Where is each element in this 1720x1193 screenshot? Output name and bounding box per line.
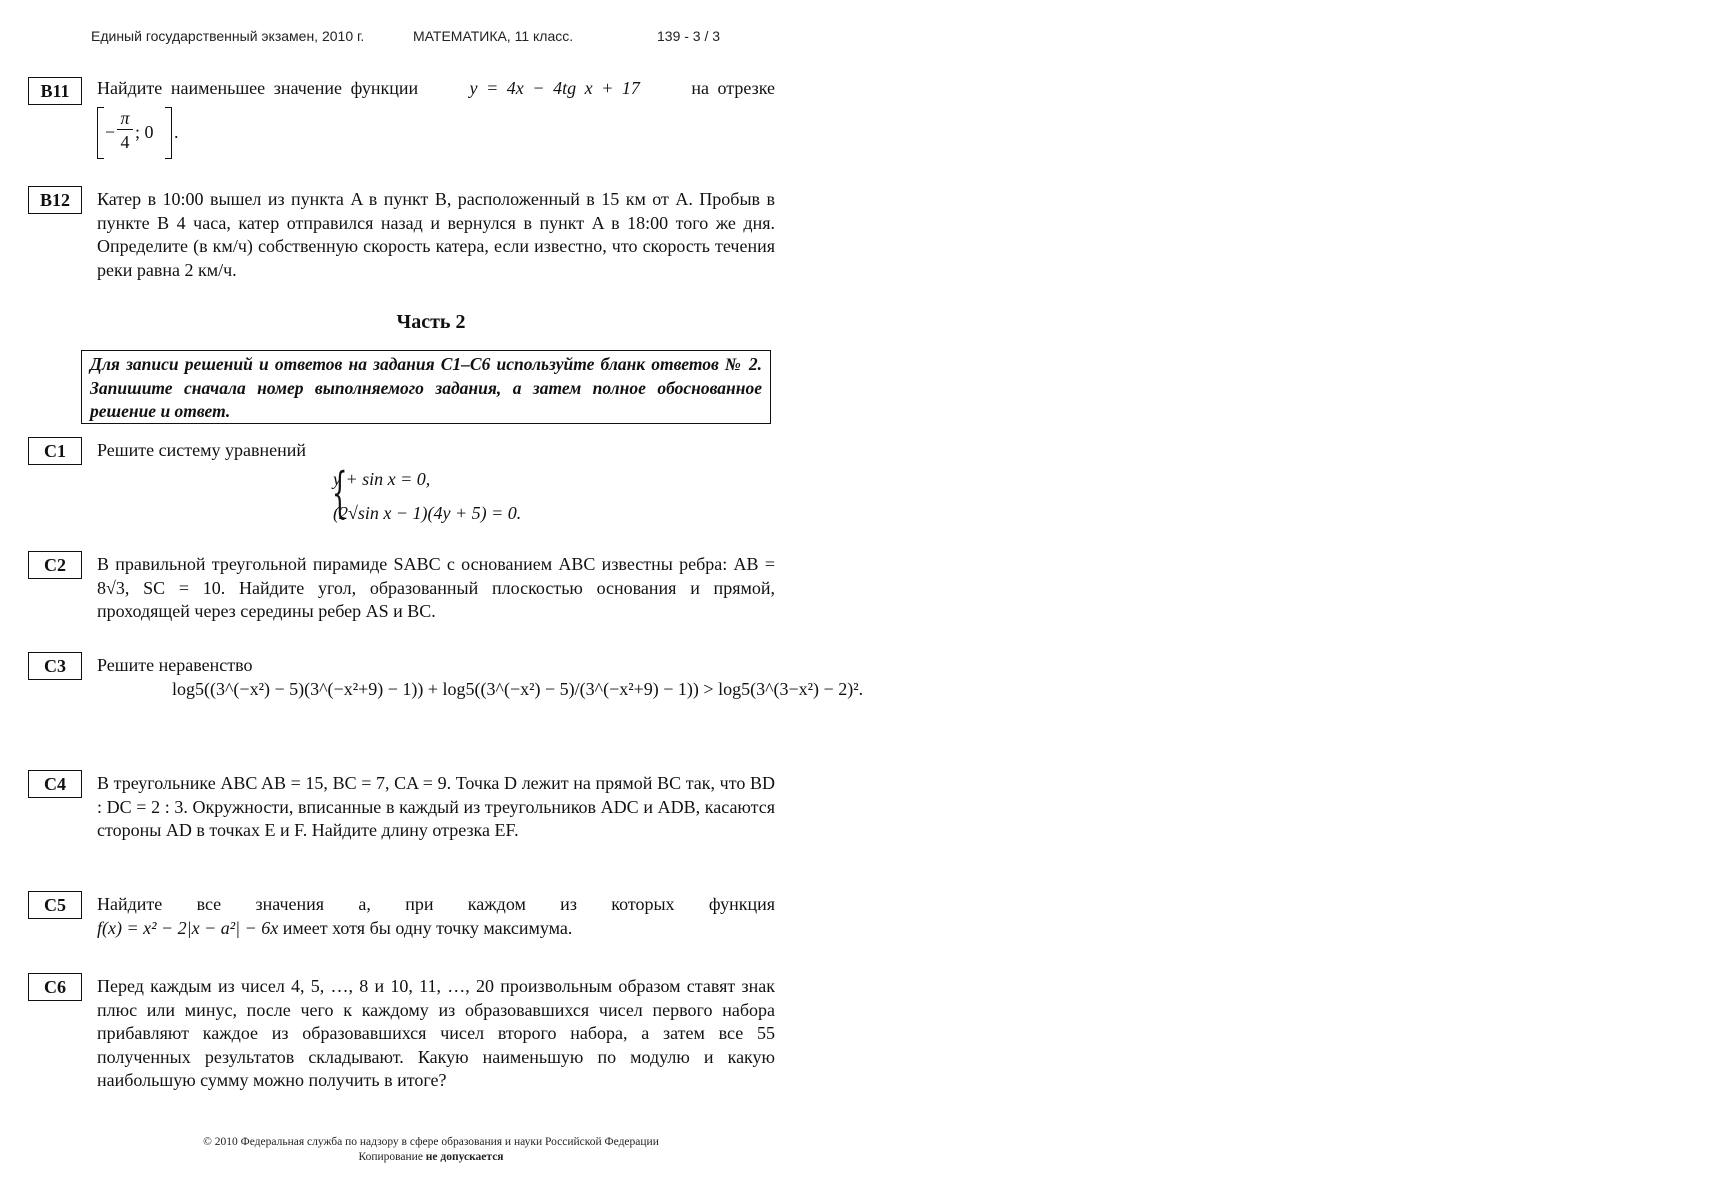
task-label-b12: B12 <box>28 186 82 214</box>
footer-copyright: © 2010 Федеральная служба по надзору в сфере образования и науки Российской Федерации <box>203 1136 659 1148</box>
task-c6: Перед каждым из чисел 4, 5, …, 8 и 10, 11, …, 20 произвольным образом ставят знак плюс или минус, после чего к каждому из образовавшихся чисел первого набора прибавляют каждое из образовавшихся чисел второго набора, а затем все 55 полученных результатов складывают. Какую наименьшую по модулю и какую наибольшую сумму можно получить в итоге? <box>97 976 775 1090</box>
header-exam: Единый государственный экзамен, 2010 г. <box>91 28 365 44</box>
c1-equation-2: (2√sin x − 1)(4y + 5) = 0. <box>333 503 522 523</box>
task-label-c6: C6 <box>28 973 82 1001</box>
part2-notice: Для записи решений и ответов на задания С1–С6 используйте бланк ответов № 2. Запишите сначала номер выполняемого задания, а затем полное обоснованное решение и ответ. <box>81 350 771 424</box>
c5-tail: имеет хотя бы одну точку максимума. <box>282 917 573 938</box>
task-label-c5: C5 <box>28 891 82 919</box>
header-subject: МАТЕМАТИКА, 11 класс. <box>413 28 574 44</box>
c1-equation-1: y + sin x = 0, <box>333 469 431 489</box>
b11-tail: на отрезке <box>691 78 775 98</box>
task-c5 <box>97 893 775 940</box>
header-page-number: 139 - 3 / 3 <box>657 28 721 44</box>
task-label-c4: C4 <box>28 770 82 798</box>
c3-inequality: log5((3^(−x²) − 5)(3^(−x²+9) − 1)) + log5((3^(−x²) − 5)/(3^(−x²+9) − 1)) > log5(3^(3−x²) − 2)². <box>172 679 864 699</box>
c3-text: Решите неравенство <box>97 655 253 675</box>
c5-formula: f(x) = x² − 2|x − a²| − 6x <box>97 917 279 938</box>
task-c4: В треугольнике ABC AB = 15, BC = 7, CA = 9. Точка D лежит на прямой BC так, что BD : DC = 2 : 3. Окружности, вписанные в каждый из треугольников ADC и ADB, касаются стороны AD в точках E и F. Найдите длину отрезка EF. <box>97 773 775 840</box>
task-label-c1: C1 <box>28 437 82 465</box>
task-c2: В правильной треугольной пирамиде SABC с основанием ABC известны ребра: AB = 8√3, SC = 10. Найдите угол, образованный плоскостью основания и прямой, проходящей через середины ребер AS и BC. <box>97 554 775 621</box>
b11-interval: − π 4 ; 0 . <box>97 107 187 161</box>
footer-copy-notice <box>0 1150 862 1164</box>
c1-text: Решите систему уравнений <box>97 440 306 460</box>
task-b12: Катер в 10:00 вышел из пункта A в пункт B, расположенный в 15 км от A. Пробыв в пункте B 4 часа, катер отправился назад и вернулся в пункт A в 18:00 того же дня. Определите (в км/ч) собственную скорость катера, если известно, что скорость течения реки равна 2 км/ч. <box>97 189 775 280</box>
b11-text: Найдите наименьшее значение функции <box>97 78 419 98</box>
c1-brace: { <box>332 461 348 524</box>
footer-copy-bold: не допускается <box>425 1151 504 1163</box>
task-b11 <box>97 77 775 101</box>
footer-copy-prefix: Копирование <box>358 1151 423 1163</box>
part2-title: Часть 2 <box>396 311 466 333</box>
task-label-c3: C3 <box>28 652 82 680</box>
c5-text: Найдите все значения a, при каждом из которых функция <box>97 894 775 914</box>
b11-formula: y = 4x − 4tg x + 17 <box>469 78 640 98</box>
c1-system <box>333 462 521 530</box>
task-label-c2: C2 <box>28 551 82 579</box>
task-label-b11: B11 <box>28 77 82 105</box>
